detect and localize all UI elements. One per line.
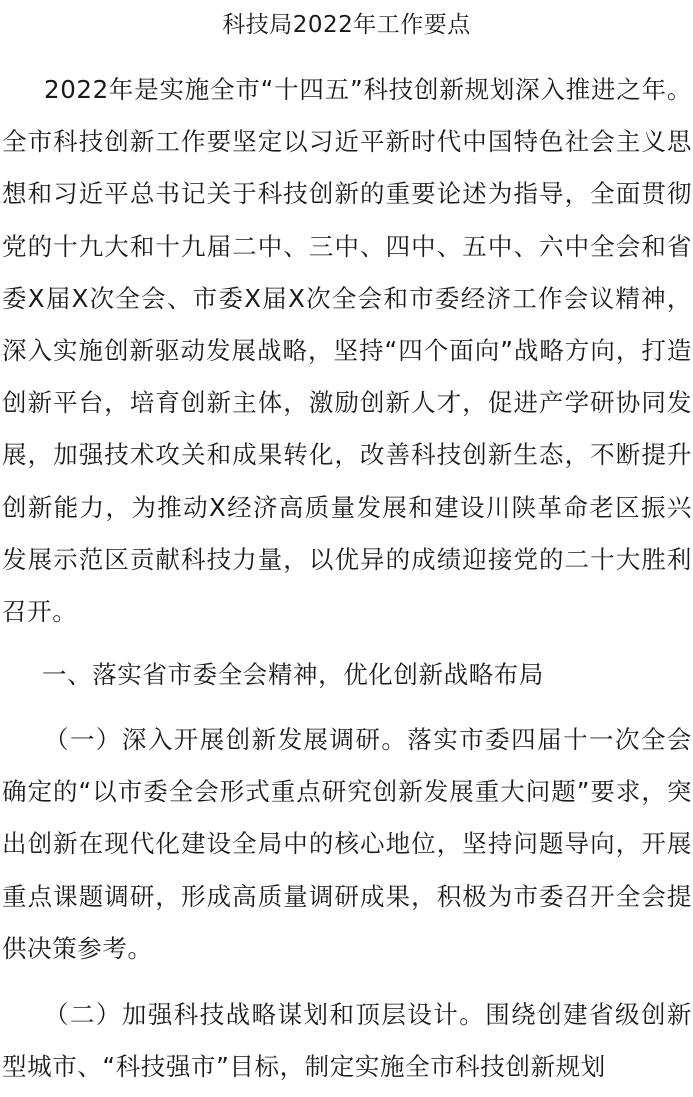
- item-paragraph-1: （一）深入开展创新发展调研。落实市委四届十一次全会确定的“以市委全会形式重点研究创新发展重大问题”要求，突出创新在现代化建设全局中的核心地位，坚持问题导向，开展重点课题调研，形成高质量调研成果，积极为市委召开全会提供决策参考。: [2, 725, 692, 963]
- intro-paragraph: 2022年是实施全市“十四五”科技创新规划深入推进之年。全市科技创新工作要坚定以习近平新时代中国特色社会主义思想和习近平总书记关于科技创新的重要论述为指导，全面贯彻党的十九大和十九届二中、三中、四中、五中、六中全会和省委X届X次全会、市委X届X次全会和市委经济工作会议精神，深入实施创新驱动发展战略，坚持“四个面向”战略方向，打造创新平台，培育创新主体，激励创新人才，促进产学研协同发展，加强技术攻关和成果转化，改善科技创新生态，不断提升创新能力，为推动X经济高质量发展和建设川陕革命老区振兴发展示范区贡献科技力量，以优异的成绩迎接党的二十大胜利召开。: [2, 75, 692, 627]
- section-heading: 一、落实省市委全会精神，优化创新战略布局: [42, 660, 544, 689]
- document-title: 科技局2022年工作要点: [222, 12, 471, 38]
- item-paragraph-2: （二）加强科技战略谋划和顶层设计。围绕创建省级创新型城市、“科技强市”目标，制定实施全市科技创新规划: [2, 1000, 692, 1082]
